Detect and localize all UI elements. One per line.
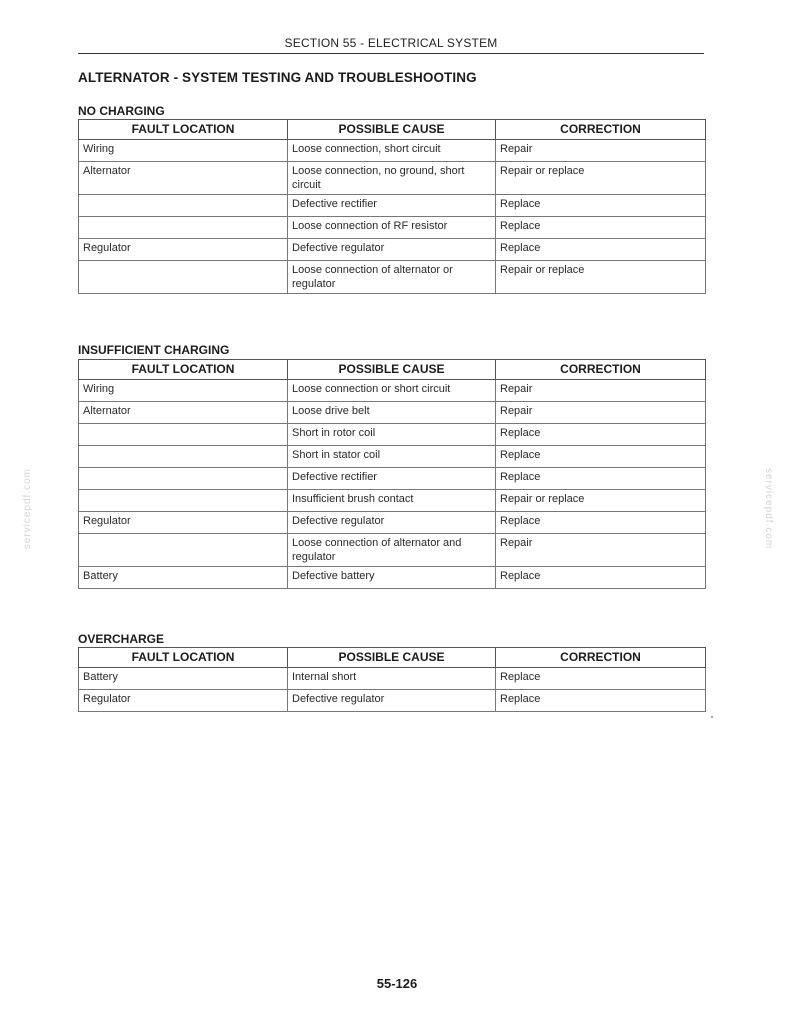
column-header-possible-cause: POSSIBLE CAUSE <box>288 648 496 668</box>
table-row <box>79 490 706 512</box>
fault-location-cell <box>79 195 288 217</box>
fault-location-cell: Regulator <box>79 239 288 261</box>
fault-location-cell: Regulator <box>79 512 288 534</box>
scan-speck <box>711 716 713 718</box>
possible-cause-cell: Defective battery <box>288 567 496 589</box>
section-title-insufficient-charging: INSUFFICIENT CHARGING <box>78 343 230 357</box>
correction-cell: Replace <box>496 446 706 468</box>
correction-cell: Repair or replace <box>496 490 706 512</box>
table-row <box>79 446 706 468</box>
possible-cause-cell: Loose connection of alternator or regulator <box>288 261 496 294</box>
fault-location-cell <box>79 424 288 446</box>
watermark-right: servicepdf.com <box>763 468 774 550</box>
possible-cause-cell: Defective regulator <box>288 690 496 712</box>
column-header-fault-location: FAULT LOCATION <box>79 120 288 140</box>
fault-location-cell: Wiring <box>79 380 288 402</box>
table-header-row <box>79 360 706 380</box>
column-header-fault-location: FAULT LOCATION <box>79 360 288 380</box>
fault-location-cell: Wiring <box>79 140 288 162</box>
possible-cause-cell: Short in stator coil <box>288 446 496 468</box>
table-no-charging <box>78 119 706 294</box>
possible-cause-cell: Loose connection of RF resistor <box>288 217 496 239</box>
correction-cell: Replace <box>496 239 706 261</box>
correction-cell: Repair <box>496 534 706 567</box>
possible-cause-cell: Short in rotor coil <box>288 424 496 446</box>
page-title: ALTERNATOR - SYSTEM TESTING AND TROUBLESHOOTING <box>78 70 477 85</box>
page-number: 55-126 <box>376 976 418 991</box>
column-header-possible-cause: POSSIBLE CAUSE <box>288 120 496 140</box>
possible-cause-cell: Defective rectifier <box>288 195 496 217</box>
table-insufficient-charging <box>78 359 706 589</box>
possible-cause-cell: Loose connection, no ground, short circuit <box>288 162 496 195</box>
table-overcharge <box>78 647 706 712</box>
fault-location-cell: Alternator <box>79 162 288 195</box>
correction-cell: Repair <box>496 402 706 424</box>
table-row <box>79 162 706 195</box>
table-row <box>79 512 706 534</box>
table-row <box>79 567 706 589</box>
table-row <box>79 261 706 294</box>
possible-cause-cell: Defective regulator <box>288 239 496 261</box>
fault-location-cell: Regulator <box>79 690 288 712</box>
possible-cause-cell: Loose drive belt <box>288 402 496 424</box>
correction-cell: Replace <box>496 217 706 239</box>
correction-cell: Replace <box>496 468 706 490</box>
fault-location-cell <box>79 261 288 294</box>
column-header-correction: CORRECTION <box>496 360 706 380</box>
possible-cause-cell: Insufficient brush contact <box>288 490 496 512</box>
fault-location-cell <box>79 490 288 512</box>
possible-cause-cell: Defective regulator <box>288 512 496 534</box>
correction-cell: Repair or replace <box>496 261 706 294</box>
possible-cause-cell: Defective rectifier <box>288 468 496 490</box>
table-row <box>79 424 706 446</box>
fault-location-cell <box>79 217 288 239</box>
possible-cause-cell: Loose connection, short circuit <box>288 140 496 162</box>
correction-cell: Replace <box>496 195 706 217</box>
fault-location-cell <box>79 534 288 567</box>
fault-location-cell: Alternator <box>79 402 288 424</box>
table-row <box>79 217 706 239</box>
correction-cell: Replace <box>496 690 706 712</box>
table-row <box>79 239 706 261</box>
section-title-no-charging: NO CHARGING <box>78 104 165 118</box>
column-header-correction: CORRECTION <box>496 648 706 668</box>
table-row <box>79 402 706 424</box>
possible-cause-cell: Loose connection of alternator and regulator <box>288 534 496 567</box>
correction-cell: Repair <box>496 380 706 402</box>
fault-location-cell <box>79 468 288 490</box>
fault-location-cell: Battery <box>79 668 288 690</box>
correction-cell: Repair or replace <box>496 162 706 195</box>
column-header-possible-cause: POSSIBLE CAUSE <box>288 360 496 380</box>
section-header: SECTION 55 - ELECTRICAL SYSTEM <box>284 36 498 50</box>
table-header-row <box>79 648 706 668</box>
column-header-fault-location: FAULT LOCATION <box>79 648 288 668</box>
table-row <box>79 668 706 690</box>
possible-cause-cell: Internal short <box>288 668 496 690</box>
table-row <box>79 195 706 217</box>
header-rule <box>78 53 704 54</box>
table-row <box>79 140 706 162</box>
table-row <box>79 690 706 712</box>
correction-cell: Replace <box>496 512 706 534</box>
correction-cell: Replace <box>496 424 706 446</box>
correction-cell: Repair <box>496 140 706 162</box>
table-row <box>79 468 706 490</box>
watermark-left: servicepdf.com <box>22 468 33 550</box>
table-row <box>79 534 706 567</box>
correction-cell: Replace <box>496 668 706 690</box>
correction-cell: Replace <box>496 567 706 589</box>
column-header-correction: CORRECTION <box>496 120 706 140</box>
fault-location-cell: Battery <box>79 567 288 589</box>
table-header-row <box>79 120 706 140</box>
possible-cause-cell: Loose connection or short circuit <box>288 380 496 402</box>
fault-location-cell <box>79 446 288 468</box>
section-title-overcharge: OVERCHARGE <box>78 632 165 646</box>
table-row <box>79 380 706 402</box>
